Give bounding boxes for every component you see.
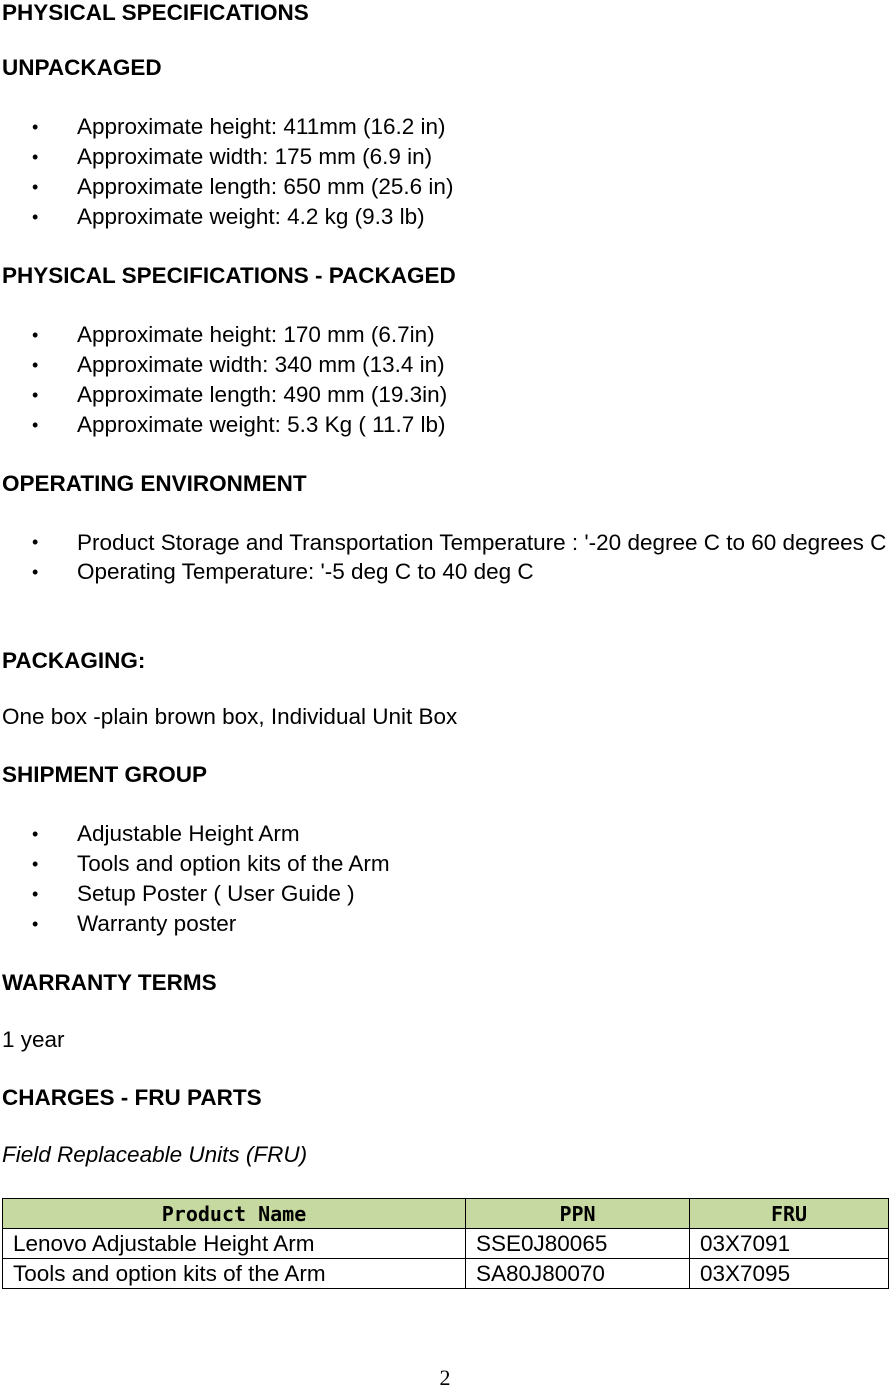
- column-header-product-name: Product Name: [3, 1199, 466, 1229]
- list-item: • Approximate weight: 4.2 kg (9.3 lb): [2, 202, 887, 232]
- list-item: • Approximate length: 650 mm (25.6 in): [2, 172, 887, 202]
- table-cell: Tools and option kits of the Arm: [3, 1259, 466, 1289]
- page-number: 2: [439, 1365, 451, 1390]
- unpackaged-subtitle: UNPACKAGED: [2, 55, 162, 80]
- unpackaged-list: [2, 112, 887, 232]
- column-header-ppn: PPN: [466, 1199, 690, 1229]
- list-item: • Tools and option kits of the Arm: [2, 849, 887, 879]
- table-cell: Lenovo Adjustable Height Arm: [3, 1229, 466, 1259]
- list-item: • Approximate width: 175 mm (6.9 in): [2, 142, 887, 172]
- list-item: • Approximate weight: 5.3 Kg ( 11.7 lb): [2, 410, 887, 440]
- fru-table: [2, 1198, 889, 1289]
- shipment-group-list: [2, 819, 887, 939]
- column-header-fru: FRU: [690, 1199, 889, 1229]
- table-row: [3, 1259, 889, 1289]
- warranty-title: WARRANTY TERMS: [2, 970, 217, 995]
- fru-subtitle: Field Replaceable Units (FRU): [2, 1142, 308, 1167]
- physical-specs-title: PHYSICAL SPECIFICATIONS: [2, 0, 309, 25]
- list-item: • Approximate height: 170 mm (6.7in): [2, 320, 887, 350]
- table-header-row: [3, 1199, 889, 1229]
- list-item: • Product Storage and Transportation Temperature : '-20 degree C to 60 degrees C: [2, 528, 887, 557]
- operating-environment-title: OPERATING ENVIRONMENT: [2, 471, 307, 496]
- list-item: • Approximate width: 340 mm (13.4 in): [2, 350, 887, 380]
- table-cell: 03X7091: [690, 1229, 889, 1259]
- list-item: • Approximate height: 411mm (16.2 in): [2, 112, 887, 142]
- table-cell: SSE0J80065: [466, 1229, 690, 1259]
- list-item: • Approximate length: 490 mm (19.3in): [2, 380, 887, 410]
- list-item: • Setup Poster ( User Guide ): [2, 879, 887, 909]
- packaged-list: [2, 320, 887, 440]
- charges-title: CHARGES - FRU PARTS: [2, 1085, 262, 1110]
- packaging-title: PACKAGING:: [2, 648, 146, 673]
- table-cell: SA80J80070: [466, 1259, 690, 1289]
- shipment-group-title: SHIPMENT GROUP: [2, 762, 208, 787]
- operating-environment-list: [2, 528, 887, 587]
- list-item: • Operating Temperature: '-5 deg C to 40 deg C: [2, 557, 887, 587]
- packaged-specs-title: PHYSICAL SPECIFICATIONS - PACKAGED: [2, 263, 456, 288]
- warranty-text: 1 year: [2, 1027, 65, 1052]
- list-item: • Adjustable Height Arm: [2, 819, 887, 849]
- list-item: • Warranty poster: [2, 909, 887, 939]
- packaging-text: One box -plain brown box, Individual Unit Box: [2, 704, 458, 729]
- table-cell: 03X7095: [690, 1259, 889, 1289]
- table-row: [3, 1229, 889, 1259]
